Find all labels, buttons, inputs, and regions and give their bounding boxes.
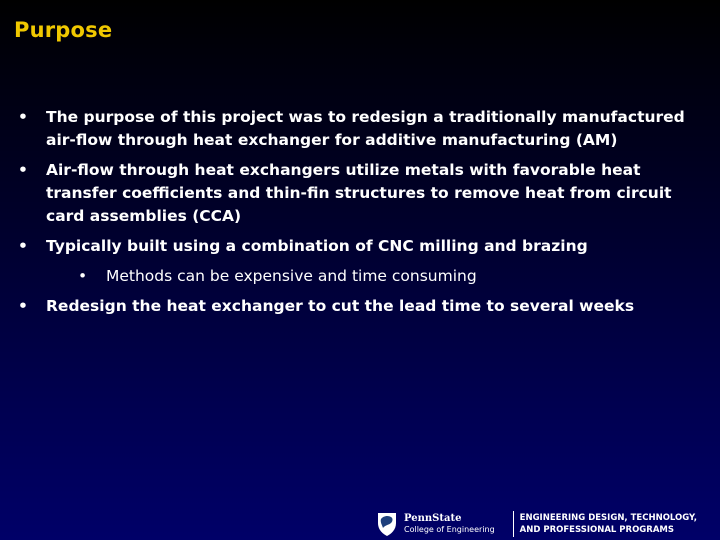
university-name: PennState bbox=[404, 513, 462, 524]
bullet-item-typically-built bbox=[18, 235, 698, 258]
slide-title: Purpose bbox=[14, 18, 113, 42]
bullet-text: The purpose of this project was to redesign a traditionally manufactured air-flow through heat exchanger for additive manufacturing (AM) bbox=[46, 108, 685, 149]
bullet-marker: • bbox=[18, 108, 28, 126]
bullet-text: Typically built using a combination of CNC milling and brazing bbox=[46, 237, 588, 255]
bullet-item-heat-exchangers bbox=[18, 159, 698, 228]
bullet-item-purpose bbox=[18, 106, 698, 152]
program-name bbox=[520, 512, 697, 536]
university-wordmark bbox=[404, 513, 495, 535]
nittany-lion-shield-icon bbox=[376, 511, 398, 537]
bullet-marker: • bbox=[18, 297, 28, 315]
program-line-2: AND PROFESSIONAL PROGRAMS bbox=[519, 525, 674, 535]
bullet-marker: • bbox=[18, 237, 28, 255]
sub-bullet-marker: • bbox=[78, 267, 88, 285]
bullet-marker: • bbox=[18, 161, 28, 179]
footer-divider bbox=[513, 511, 514, 537]
college-name: College of Engineering bbox=[404, 525, 495, 534]
sub-bullet-text: Methods can be expensive and time consuming bbox=[106, 267, 477, 285]
bullet-list bbox=[18, 106, 698, 325]
footer-branding bbox=[376, 508, 720, 540]
program-line-1: ENGINEERING DESIGN, TECHNOLOGY, bbox=[519, 513, 698, 523]
sub-bullet-item-methods bbox=[18, 265, 698, 288]
bullet-text: Redesign the heat exchanger to cut the lead time to several weeks bbox=[46, 297, 635, 315]
bullet-item-redesign bbox=[18, 295, 698, 318]
bullet-text: Air-flow through heat exchangers utilize metals with favorable heat transfer coefficients and thin-fin structures to remove heat from circuit card assemblies (CCA) bbox=[46, 161, 672, 225]
